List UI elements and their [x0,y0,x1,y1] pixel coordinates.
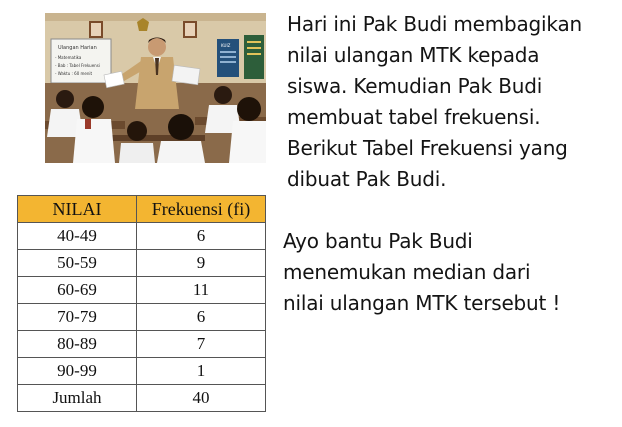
poster-text: KUIZ [221,43,231,48]
cell-frekuensi: 9 [137,250,266,277]
intro-line: membuat tabel frekuensi. [287,105,541,129]
cell-jumlah-value: 40 [137,385,266,412]
board-line: - Bab : Tabel Frekuensi [55,63,100,68]
intro-line: nilai ulangan MTK kepada [287,43,540,67]
cell-frekuensi: 6 [137,223,266,250]
cell-nilai: 70-79 [18,304,137,331]
classroom-scene [45,13,266,163]
table-row [18,250,266,277]
board-line: - Waktu : 60 menit [55,71,93,76]
table-row [18,304,266,331]
cell-frekuensi: 6 [137,304,266,331]
intro-line: Hari ini Pak Budi membagikan [287,12,582,36]
intro-line: siswa. Kemudian Pak Budi [287,74,543,98]
table-header-row [18,196,266,223]
board-line: - Matematika [55,55,82,60]
cell-nilai: 50-59 [18,250,137,277]
table-row [18,358,266,385]
table-row [18,277,266,304]
header-nilai: NILAI [18,196,137,223]
header-frekuensi: Frekuensi (fi) [137,196,266,223]
cell-nilai: 90-99 [18,358,137,385]
classroom-illustration [45,13,266,163]
intro-paragraph [287,9,617,195]
frequency-table [17,195,266,412]
intro-line: Berikut Tabel Frekuensi yang [287,136,568,160]
cell-frekuensi: 1 [137,358,266,385]
question-line: menemukan median dari [283,260,531,284]
table-total-row [18,385,266,412]
question-paragraph [283,226,613,319]
cell-nilai: 80-89 [18,331,137,358]
cell-jumlah-label: Jumlah [18,385,137,412]
cell-frekuensi: 7 [137,331,266,358]
question-line: nilai ulangan MTK tersebut ! [283,291,561,315]
intro-line: dibuat Pak Budi. [287,167,447,191]
question-line: Ayo bantu Pak Budi [283,229,473,253]
table-row [18,223,266,250]
board-heading: Ulangan Harian [58,45,97,51]
cell-frekuensi: 11 [137,277,266,304]
cell-nilai: 40-49 [18,223,137,250]
cell-nilai: 60-69 [18,277,137,304]
table-row [18,331,266,358]
